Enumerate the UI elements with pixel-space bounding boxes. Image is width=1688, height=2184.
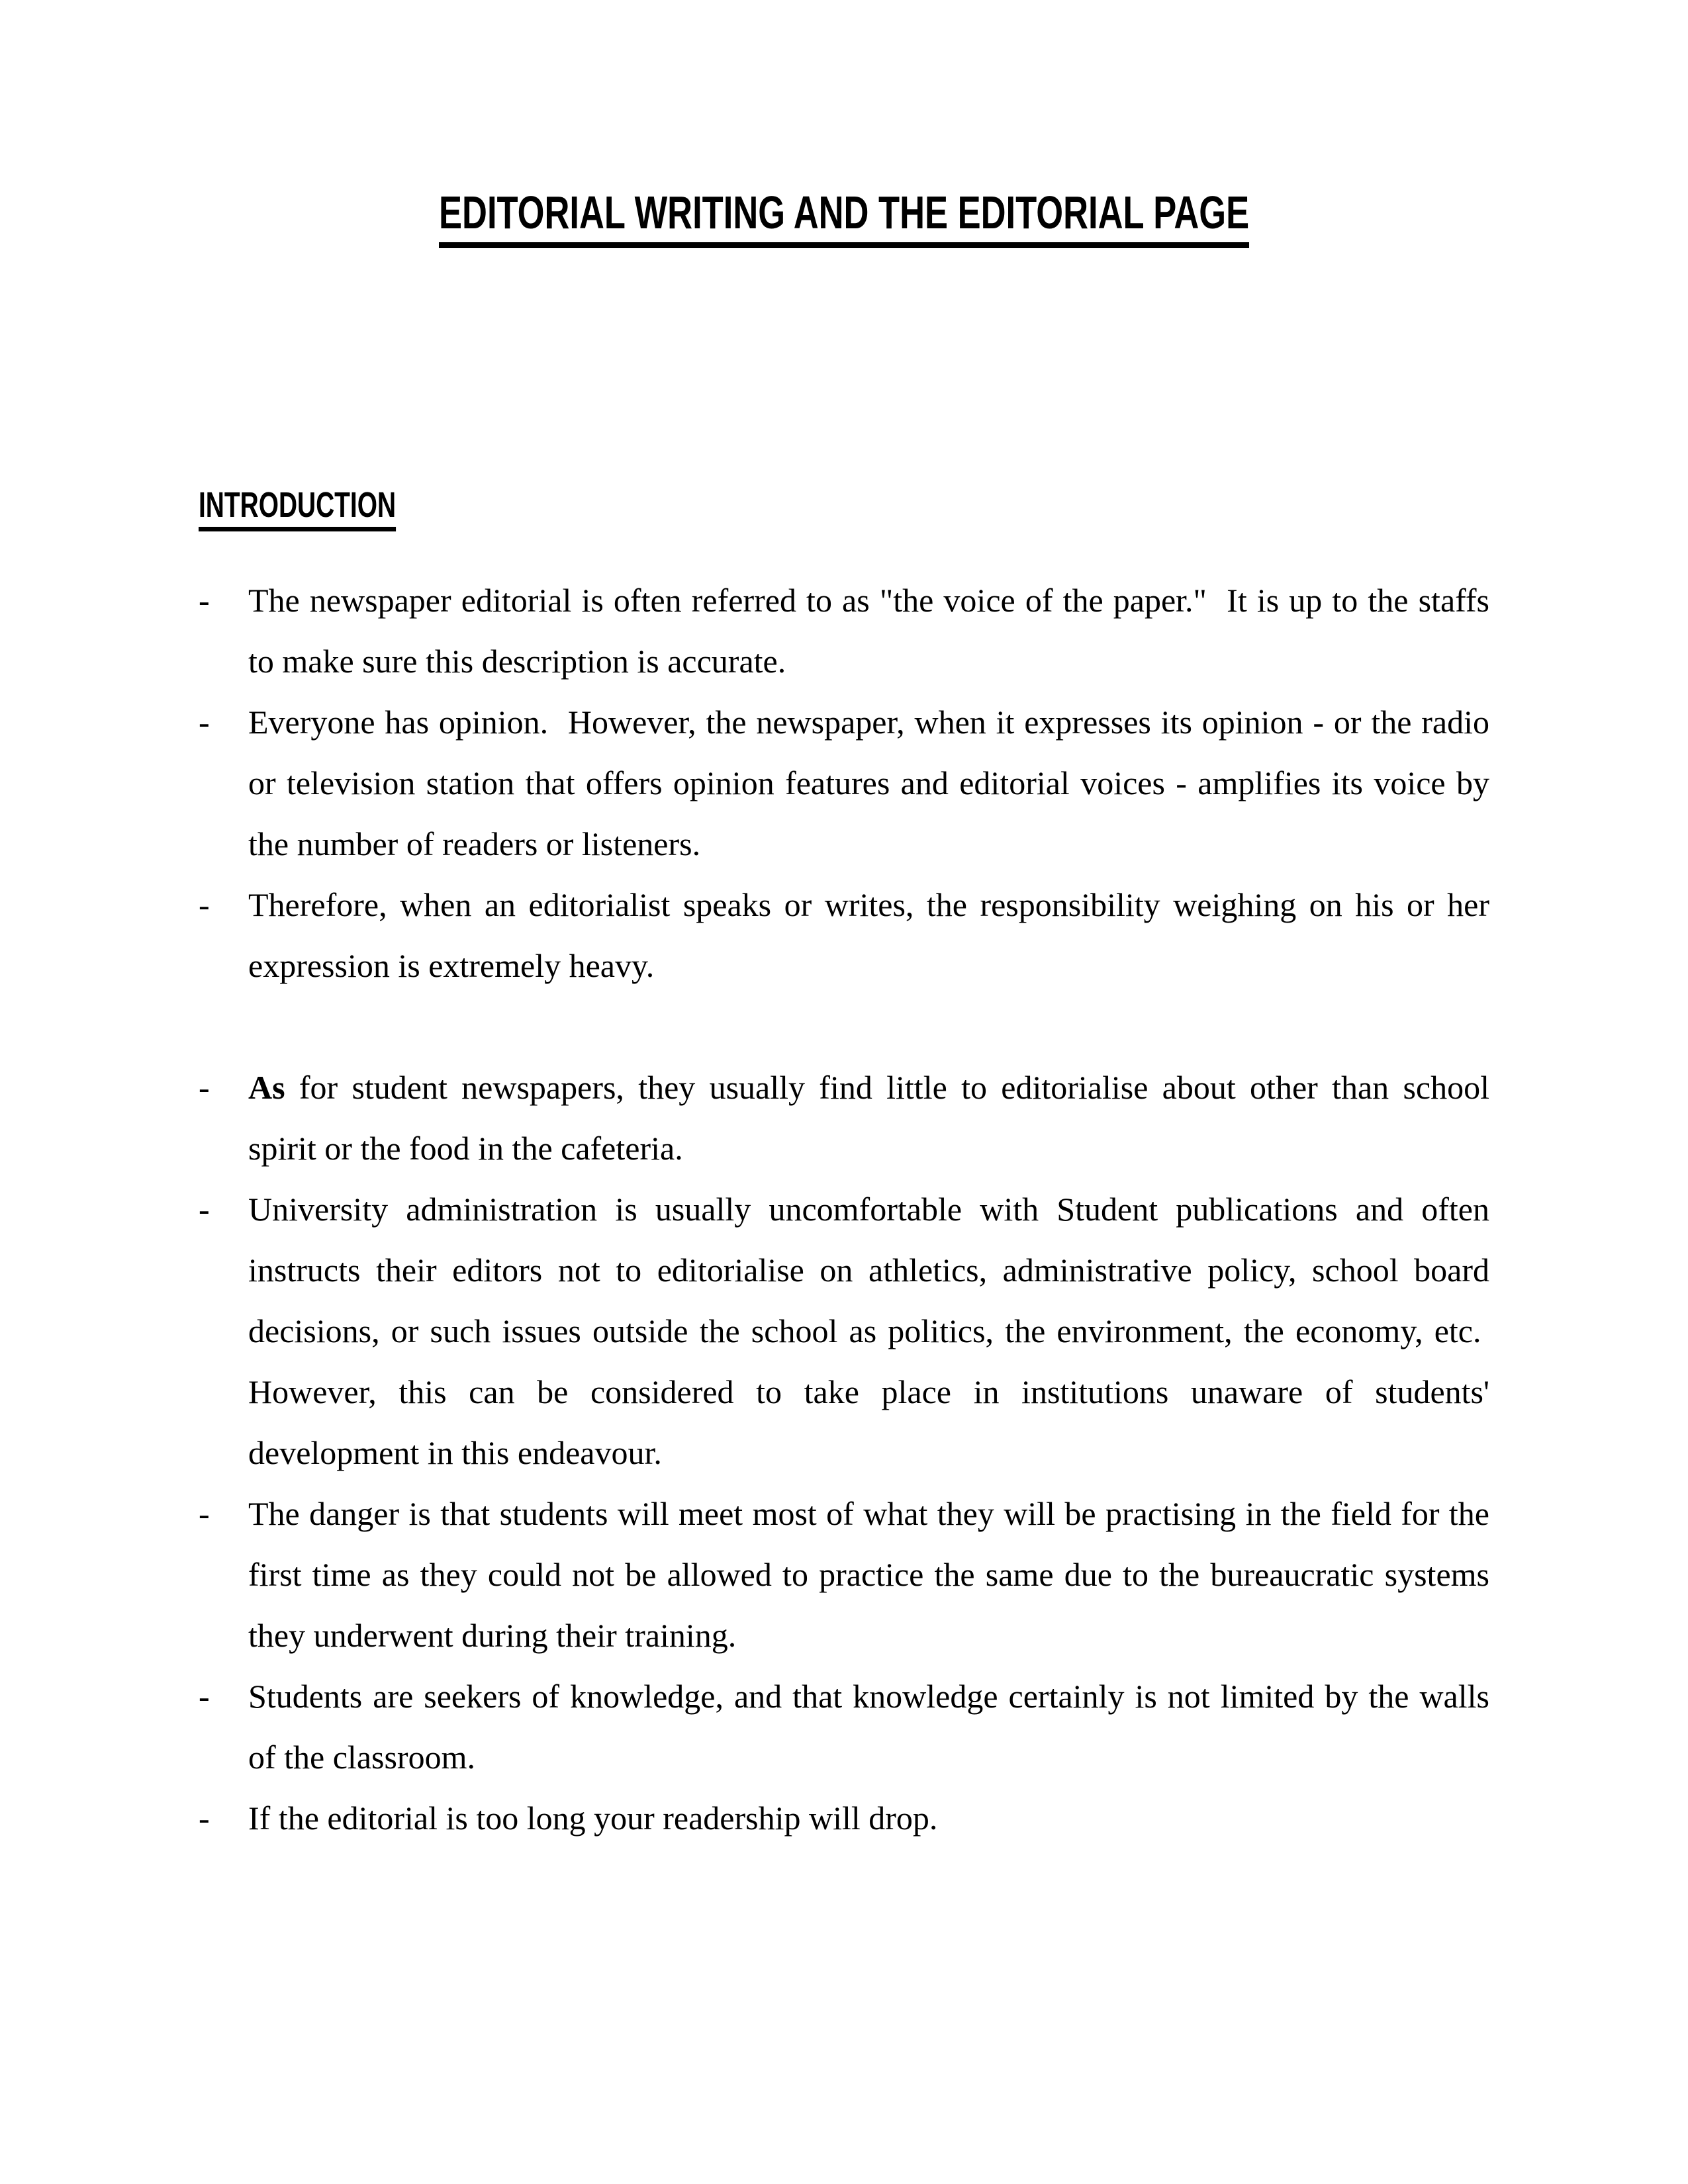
dash-marker: - bbox=[199, 886, 210, 924]
list-item bbox=[199, 1179, 1489, 1483]
list-item-text: for student newspapers, they usually find little to editorialise about other than school spirit or the food in the cafeteria. bbox=[248, 1069, 1489, 1167]
section-heading-introduction: INTRODUCTION bbox=[199, 486, 396, 532]
list-item-text: Students are seekers of knowledge, and that knowledge certainly is not limited by the walls of the classroom. bbox=[248, 1678, 1489, 1776]
list-item bbox=[199, 874, 1489, 996]
dash-marker: - bbox=[199, 1495, 210, 1533]
introduction-bullet-list bbox=[199, 570, 1489, 1848]
dash-marker: - bbox=[199, 582, 210, 619]
list-item-bold-lead: As bbox=[248, 1069, 285, 1107]
title-row bbox=[199, 189, 1489, 248]
list-item bbox=[199, 692, 1489, 874]
section-heading-row bbox=[199, 486, 1489, 532]
dash-marker: - bbox=[199, 704, 210, 741]
list-item bbox=[199, 1483, 1489, 1666]
list-item bbox=[199, 1666, 1489, 1788]
list-item-text: If the editorial is too long your readership will drop. bbox=[248, 1799, 938, 1837]
dash-marker: - bbox=[199, 1069, 210, 1107]
dash-marker: - bbox=[199, 1191, 210, 1228]
list-item-text: Therefore, when an editorialist speaks or writes, the responsibility weighing on his or her expression is extremely heavy. bbox=[248, 886, 1489, 985]
list-item bbox=[199, 1788, 1489, 1848]
list-item-text: University administration is usually uncomfortable with Student publications and often instructs their editors not to editorialise on athletics, administrative policy, school board decisions, or such issues outside the school as politics, the environment, the economy, etc. However, this can be considered to take place in institutions unaware of students' development in this endeavour. bbox=[248, 1191, 1489, 1472]
dash-marker: - bbox=[199, 1799, 210, 1837]
list-item bbox=[199, 1057, 1489, 1179]
list-item bbox=[199, 570, 1489, 692]
list-item-text: Everyone has opinion. However, the newspaper, when it expresses its opinion - or the radio or television station that offers opinion features and editorial voices - amplifies its voice by the number of readers or listeners. bbox=[248, 704, 1489, 863]
dash-marker: - bbox=[199, 1678, 210, 1715]
list-item-text: The danger is that students will meet most of what they will be practising in the field for the first time as they could not be allowed to practice the same due to the bureaucratic systems they underwent during their training. bbox=[248, 1495, 1489, 1655]
list-item-text: The newspaper editorial is often referred to as "the voice of the paper." It is up to the staffs to make sure this description is accurate. bbox=[248, 582, 1489, 680]
document-title: EDITORIAL WRITING AND THE EDITORIAL PAGE bbox=[439, 189, 1249, 248]
